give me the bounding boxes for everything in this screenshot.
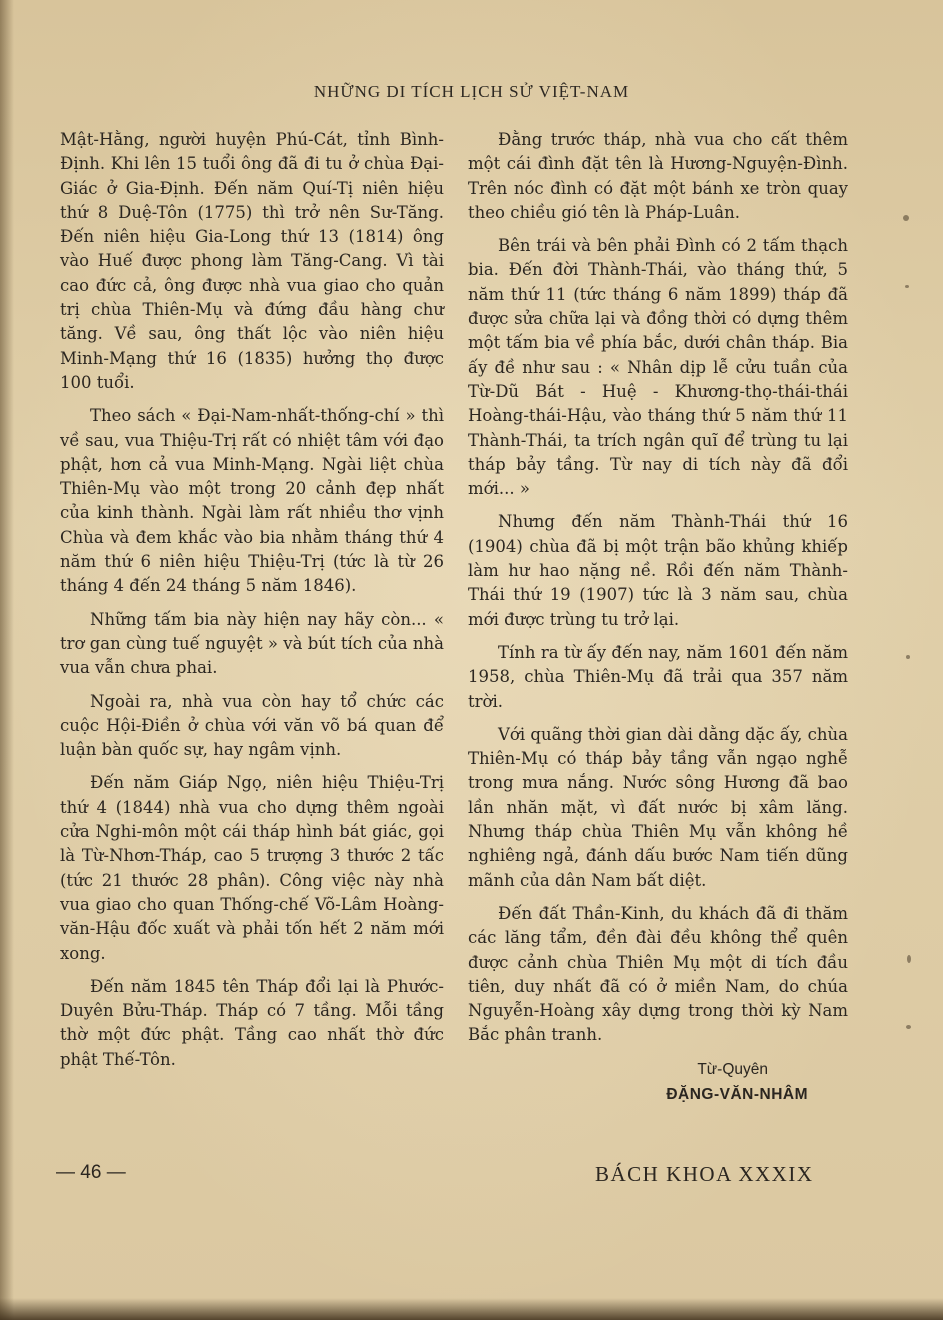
- paragraph: Đến năm Giáp Ngọ, niên hiệu Thiệu-Trị thứ 4 (1844) nhà vua cho dựng thêm ngoài cửa Nghi-môn một cái tháp hình bát giác, gọi là Từ-Nhơn-Tháp, cao 5 trượng 3 thước 2 tấc (tức 21 thước 28 phân). Công việc này nhà vua giao cho quan Thống-chế Võ-Lâm Hoàng-văn-Hậu đốc xuất và phải tốn hết 2 năm mới xong.: [60, 773, 444, 963]
- paragraph: Với quãng thời gian dài dằng dặc ấy, chùa Thiên-Mụ có tháp bảy tầng vẫn ngạo nghễ trong mưa nắng. Nước sông Hương đã bao lần nhăn mặt, vì đất nước bị xâm lăng. Nhưng tháp chùa Thiên Mụ vẫn không hề nghiêng ngả, đánh dấu bước Nam tiến dũng mãnh của dân Nam bất diệt.: [468, 724, 848, 890]
- paper-speck: [906, 655, 910, 659]
- page-number: — 46 —: [56, 1162, 126, 1183]
- paper-speck: [903, 215, 909, 221]
- page-edge-shadow: [0, 0, 14, 1320]
- right-column: [468, 128, 848, 1107]
- paragraph: Tính ra từ ấy đến nay, năm 1601 đến năm 1958, chùa Thiên-Mụ đã trải qua 357 năm trời.: [468, 642, 848, 711]
- paragraph: Những tấm bia này hiện nay hãy còn... « trơ gan cùng tuế nguyệt » và bút tích của nhà vua vẫn chưa phai.: [60, 609, 444, 678]
- paragraph: Bên trái và bên phải Đình có 2 tấm thạch bia. Đến đời Thành-Thái, vào tháng thứ, 5 năm thứ 11 (tức tháng 6 năm 1899) tháp đã được sửa chữa lại và đồng thời có dựng thêm một tấm bia về phía bắc, dưới chân tháp. Bia ấy đề như sau : « Nhân dịp lễ cửu tuần của Từ-Dũ Bát - Huệ - Khương-thọ-thái-thái Hoàng-thái-Hậu, vào tháng thứ 5 năm thứ 11 Thành-Thái, ta trích ngân quĩ để trùng tu lại tháp bảy tầng. Từ nay di tích này đã đổi mới... »: [468, 236, 848, 499]
- paragraph: Đến năm 1845 tên Tháp đổi lại là Phước-Duyên Bửu-Tháp. Tháp có 7 tầng. Mỗi tầng thờ một đức phật. Tầng cao nhất thờ đức phật Thế-Tôn.: [60, 976, 444, 1069]
- journal-name: BÁCH KHOA XXXIX: [595, 1162, 814, 1186]
- paragraph: Nhưng đến năm Thành-Thái thứ 16 (1904) chùa đã bị một trận bão khủng khiếp làm hư hao nặng nề. Rồi đến năm Thành-Thái thứ 19 (1907) tức là 3 năm sau, chùa mới được trùng tu trở lại.: [468, 512, 848, 629]
- left-column: [60, 128, 444, 1081]
- paragraph: Theo sách « Đại-Nam-nhất-thống-chí » thì về sau, vua Thiệu-Trị rất có nhiệt tâm với đạo phật, hơn cả vua Minh-Mạng. Ngài liệt chùa Thiên-Mụ vào một trong 20 cảnh đẹp nhất của kinh thành. Ngài làm rất nhiều thơ vịnh Chùa và đem khắc vào bia nhằm tháng thứ 4 năm thứ 6 niên hiệu Thiệu-Trị (tức là từ 26 tháng 4 đến 24 tháng 5 năm 1846).: [60, 406, 444, 596]
- paragraph: Đến đất Thần-Kinh, du khách đã đi thăm các lăng tẩm, đền đài đều không thể quên được cảnh chùa Thiên Mụ một di tích đầu tiên, duy nhất đã có ở miền Nam, do chúa Nguyễn-Hoàng xây dựng trong thời kỳ Nam Bắc phân tranh.: [468, 903, 848, 1045]
- paper-speck: [907, 955, 911, 963]
- paper-speck: [905, 285, 909, 288]
- signature-author: ĐẶNG-VĂN-NHÂM: [666, 1085, 808, 1103]
- paragraph: Đằng trước tháp, nhà vua cho cất thêm một cái đình đặt tên là Hương-Nguyện-Đình. Trên nóc đình có đặt một bánh xe tròn quay theo chiều gió tên là Pháp-Luân.: [468, 130, 848, 222]
- signature-block: [468, 1057, 848, 1107]
- running-head: NHỮNG DI TÍCH LỊCH SỬ VIỆT-NAM: [313, 82, 630, 101]
- page-edge-shadow: [0, 1298, 943, 1320]
- paragraph: Mật-Hằng, người huyện Phú-Cát, tỉnh Bình-Định. Khi lên 15 tuổi ông đã đi tu ở chùa Đại-Giác ở Gia-Định. Đến năm Quí-Tị niên hiệu thứ 8 Duệ-Tôn (1775) thì trở nên Sư-Tăng. Đến niên hiệu Gia-Long thứ 13 (1814) ông vào Huế được phong làm Tăng-Cang. Vì tài cao đức cả, ông được nhà vua giao cho quản trị chùa Thiên-Mụ và đứng đầu hàng chư tăng. Về sau, ông thất lộc vào niên hiệu Minh-Mạng thứ 16 (1835) hưởng thọ được 100 tuổi.: [60, 130, 444, 392]
- signature-place: Từ-Quyên: [697, 1060, 768, 1078]
- paper-speck: [906, 1025, 911, 1029]
- paragraph: Ngoài ra, nhà vua còn hay tổ chức các cuộc Hội-Điền ở chùa với văn võ bá quan để luận bàn quốc sự, hay ngâm vịnh.: [60, 691, 444, 760]
